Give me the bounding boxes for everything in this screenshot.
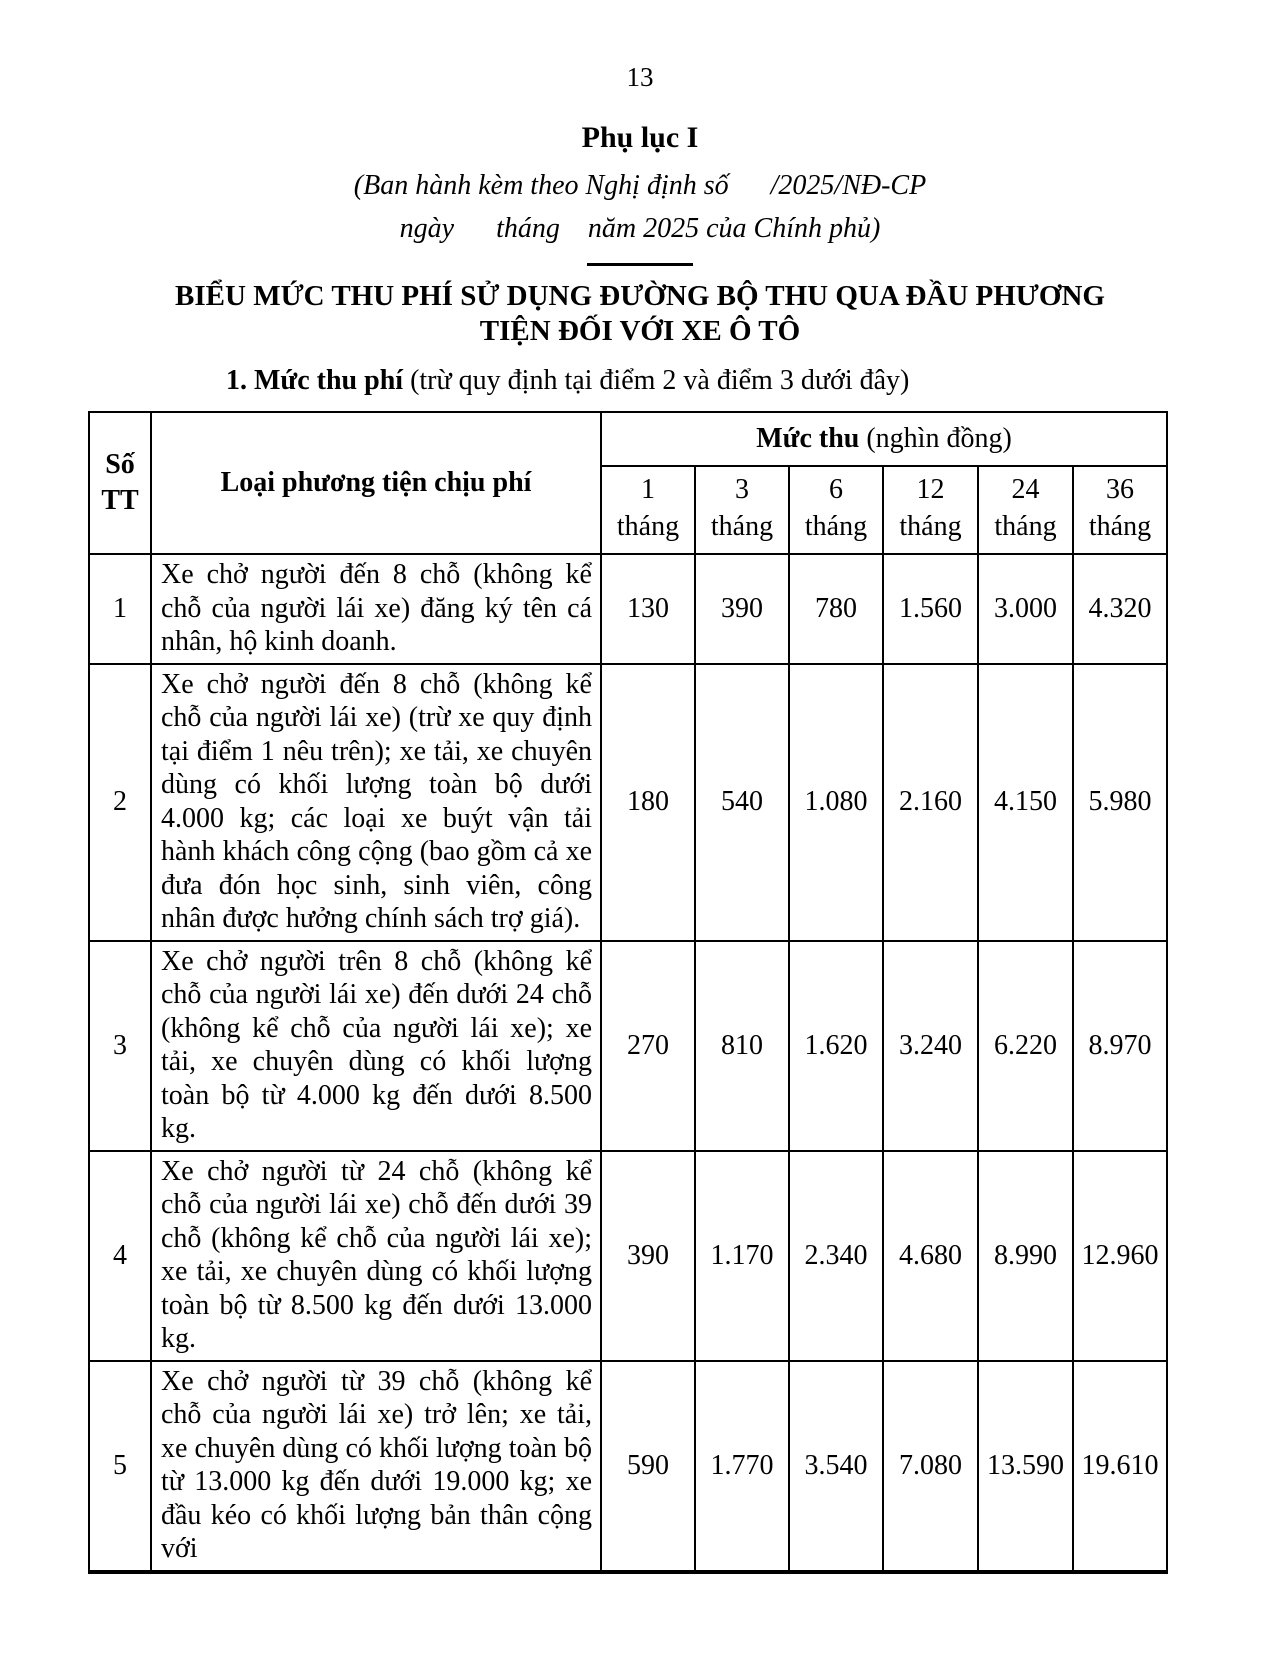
fee-value-cell: 1.620 [789, 941, 883, 1151]
vehicle-type-cell: Xe chở người từ 39 chỗ (không kể chỗ của người lái xe) trở lên; xe tải, xe chuyên dùng có khối lượng toàn bộ từ 13.000 kg đến dưới 19.000 kg; xe đầu kéo có khối lượng bản thân cộng với [151, 1361, 601, 1572]
fee-value-cell: 1.770 [695, 1361, 789, 1572]
header-period-36-thang: 36 tháng [1073, 466, 1167, 554]
fee-value-cell: 8.990 [978, 1151, 1073, 1361]
table-row [89, 1361, 1167, 1572]
fee-value-cell: 780 [789, 554, 883, 664]
section-note: (trừ quy định tại điểm 2 và điểm 3 dưới đây) [403, 365, 910, 396]
vehicle-type-cell: Xe chở người đến 8 chỗ (không kể chỗ của người lái xe) đăng ký tên cá nhân, hộ kinh doanh. [151, 554, 601, 664]
fee-value-cell: 3.000 [978, 554, 1073, 664]
table-row [89, 664, 1167, 941]
table-row [89, 1151, 1167, 1361]
appendix-title: Phụ lục I [581, 121, 699, 154]
fee-value-cell: 19.610 [1073, 1361, 1167, 1572]
fee-value-cell: 390 [601, 1151, 695, 1361]
fee-value-cell: 13.590 [978, 1361, 1073, 1572]
header-row-main [89, 412, 1167, 466]
fee-value-cell: 390 [695, 554, 789, 664]
fee-value-cell: 4.320 [1073, 554, 1167, 664]
fee-value-cell: 270 [601, 941, 695, 1151]
fee-value-cell: 180 [601, 664, 695, 941]
header-period-24-thang: 24 tháng [978, 466, 1073, 554]
header-muc-thu-unit: (nghìn đồng) [859, 423, 1012, 454]
fee-value-cell: 2.340 [789, 1151, 883, 1361]
fee-value-cell: 5.980 [1073, 664, 1167, 941]
table-row [89, 554, 1167, 664]
document-title [0, 279, 1280, 349]
row-number: 3 [89, 941, 151, 1151]
header-period-6-thang: 6 tháng [789, 466, 883, 554]
document-title-line-2: TIỆN ĐỐI VỚI XE Ô TÔ [479, 315, 801, 347]
fee-value-cell: 1.080 [789, 664, 883, 941]
document-title-line-1: BIỂU MỨC THU PHÍ SỬ DỤNG ĐƯỜNG BỘ THU QUA ĐẦU PHƯƠNG [175, 280, 1105, 312]
section-heading [88, 364, 1192, 398]
fee-value-cell: 6.220 [978, 941, 1073, 1151]
issued-line-2: ngày tháng năm 2025 của Chính phủ) [399, 213, 881, 244]
row-number: 2 [89, 664, 151, 941]
header-muc-thu [601, 412, 1167, 466]
header-period-1-thang: 1 tháng [601, 466, 695, 554]
header-muc-thu-label: Mức thu [756, 423, 860, 454]
header-period-12-thang: 12 tháng [883, 466, 978, 554]
vehicle-type-cell: Xe chở người từ 24 chỗ (không kể chỗ của người lái xe) chỗ đến dưới 39 chỗ (không kể chỗ của người lái xe); xe tải, xe chuyên dùng có khối lượng toàn bộ từ 8.500 kg đến dưới 13.000 kg. [151, 1151, 601, 1361]
table-row [89, 941, 1167, 1151]
fee-table-header [89, 412, 1167, 554]
issued-line-1: (Ban hành kèm theo Nghị định số /2025/NĐ-CP [353, 170, 927, 201]
header-loai-phuong-tien: Loại phương tiện chịu phí [151, 412, 601, 554]
row-number: 5 [89, 1361, 151, 1572]
fee-value-cell: 3.240 [883, 941, 978, 1151]
fee-value-cell: 8.970 [1073, 941, 1167, 1151]
fee-value-cell: 7.080 [883, 1361, 978, 1572]
section-label: 1. Mức thu phí [226, 365, 404, 396]
fee-value-cell: 130 [601, 554, 695, 664]
fee-value-cell: 4.680 [883, 1151, 978, 1361]
vehicle-type-cell: Xe chở người đến 8 chỗ (không kể chỗ của người lái xe) (trừ xe quy định tại điểm 1 nêu trên); xe tải, xe chuyên dùng có khối lượng toàn bộ dưới 4.000 kg; các loại xe buýt vận tải hành khách công cộng (bao gồm cả xe đưa đón học sinh, sinh viên, công nhân được hưởng chính sách trợ giá). [151, 664, 601, 941]
row-number: 4 [89, 1151, 151, 1361]
fee-value-cell: 2.160 [883, 664, 978, 941]
row-number: 1 [89, 554, 151, 664]
page-number: 13 [626, 62, 654, 92]
fee-value-cell: 12.960 [1073, 1151, 1167, 1361]
fee-value-cell: 1.170 [695, 1151, 789, 1361]
fee-value-cell: 590 [601, 1361, 695, 1572]
fee-value-cell: 540 [695, 664, 789, 941]
fee-value-cell: 4.150 [978, 664, 1073, 941]
section-divider [587, 263, 693, 266]
fee-value-cell: 3.540 [789, 1361, 883, 1572]
fee-table [88, 411, 1168, 1574]
header-period-3-thang: 3 tháng [695, 466, 789, 554]
fee-value-cell: 1.560 [883, 554, 978, 664]
fee-table-body [89, 554, 1167, 1572]
fee-value-cell: 810 [695, 941, 789, 1151]
vehicle-type-cell: Xe chở người trên 8 chỗ (không kể chỗ của người lái xe) đến dưới 24 chỗ (không kể chỗ của người lái xe); xe tải, xe chuyên dùng có khối lượng toàn bộ từ 4.000 kg đến dưới 8.500 kg. [151, 941, 601, 1151]
header-so-tt: Số TT [89, 412, 151, 554]
